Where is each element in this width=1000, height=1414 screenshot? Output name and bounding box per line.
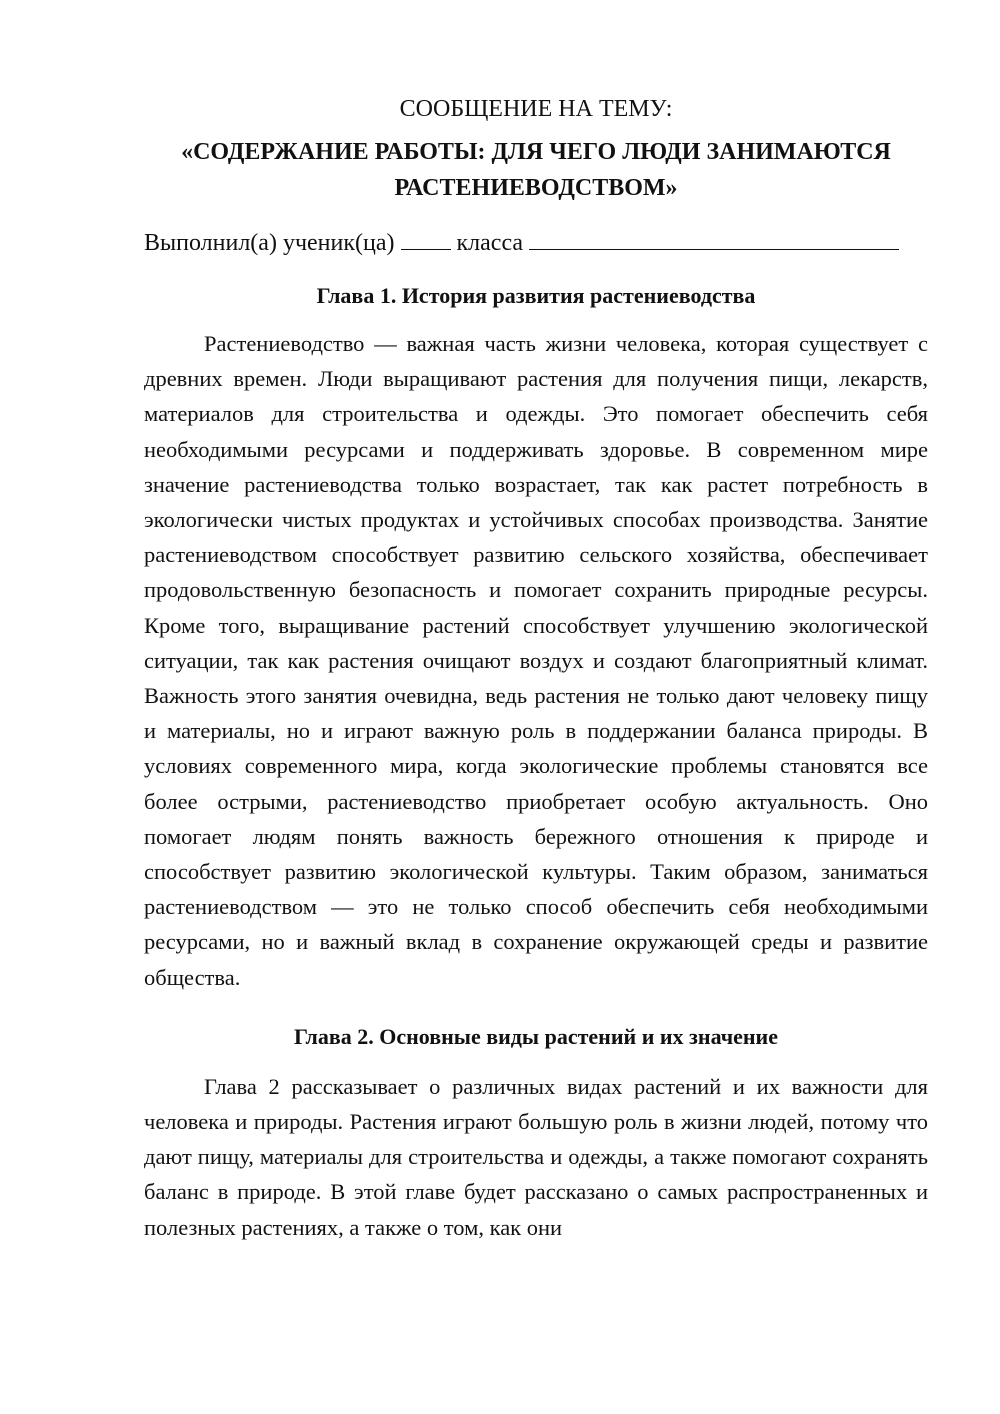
performed-by-label: Выполнил(а) ученик(ца)	[144, 230, 395, 256]
class-label: класса	[456, 230, 524, 256]
document-heading: СООБЩЕНИЕ НА ТЕМУ:	[399, 96, 673, 122]
author-line	[144, 226, 928, 260]
class-number-blank	[401, 227, 451, 250]
document-title: «СОДЕРЖАНИЕ РАБОТЫ: ДЛЯ ЧЕГО ЛЮДИ ЗАНИМАЮТСЯ РАСТЕНИЕВОДСТВОМ»	[181, 139, 891, 201]
document-content	[144, 92, 928, 1245]
chapter-1-title: Глава 1. История развития растениеводства	[316, 283, 756, 308]
student-name-blank	[529, 227, 899, 250]
chapter-2-title: Глава 2. Основные виды растений и их значение	[294, 1023, 778, 1049]
chapter-2-paragraph: Глава 2 рассказывает о различных видах растений и их важности для человека и природы. Растения играют большую роль в жизни людей, потому что дают пищу, материалы для строительства и одежды, а также помогают сохранять баланс в природе. В этой главе будет рассказано о самых распространенных и полезных растениях, а также о том, как они	[144, 1073, 928, 1240]
chapter-1-paragraph: Растениеводство — важная часть жизни человека, которая существует с древних времен. Люди выращивают растения для получения пищи, лекарств, материалов для строительства и одежды. Это помогает обеспечить себя необходимыми ресурсами и поддерживать здоровье. В современном мире значение растениеводства только возрастает, так как растет потребность в экологически чистых продуктах и устойчивых способах производства. Занятие растениеводством способствует развитию сельского хозяйства, обеспечивает продовольственную безопасность и помогает сохранить природные ресурсы. Кроме того, выращивание растений способствует улучшению экологической ситуации, так как растения очищают воздух и создают благоприятный климат. Важность этого занятия очевидна, ведь растения не только дают человеку пищу и материалы, но и играют важную роль в поддержании баланса природы. В условиях современного мира, когда экологические проблемы становятся все более острыми, растениеводство приобретает особую актуальность. Оно помогает людям понять важность бережного отношения к природе и способствует развитию экологической культуры. Таким образом, заниматься растениеводством — это не только способ обеспечить себя необходимыми ресурсами, но и важный вклад в сохранение окружающей среды и развитие общества.	[144, 331, 928, 990]
